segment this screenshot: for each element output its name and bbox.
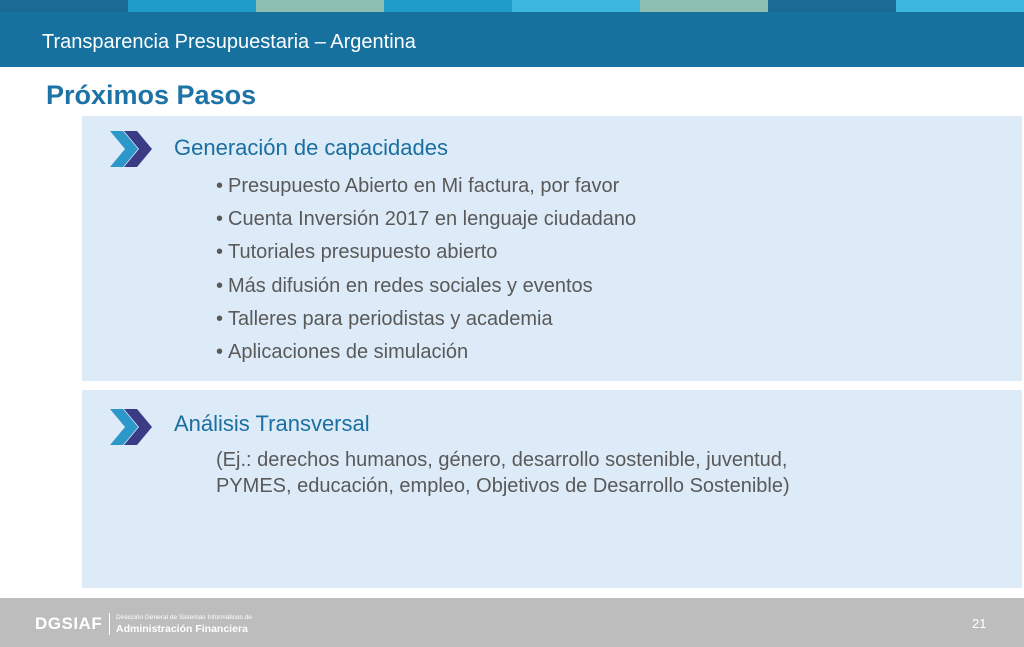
list-item (216, 236, 636, 269)
strip-segment (512, 0, 640, 12)
double-chevron-icon (110, 131, 152, 167)
page-title: Próximos Pasos (46, 80, 257, 110)
bullet-dot: • (216, 208, 224, 231)
list-item (216, 270, 636, 303)
list-item-text: Cuenta Inversión 2017 en lenguaje ciudadano (228, 208, 637, 231)
list-item-text: Presupuesto Abierto en Mi factura, por favor (228, 175, 620, 197)
bullet-dot: • (216, 274, 224, 297)
section-heading: Generación de capacidades (174, 135, 448, 160)
page-number: 21 (972, 616, 987, 631)
logo-subtitle: Dirección General de Sistemas Informáticos de (116, 614, 252, 621)
footer-bar (0, 598, 1024, 647)
bullet-dot: • (216, 340, 224, 363)
list-item-text: Tutoriales presupuesto abierto (228, 241, 498, 264)
list-item (216, 170, 636, 203)
list-item (216, 336, 636, 369)
list-item (216, 303, 636, 336)
top-color-strip (0, 0, 1024, 12)
logo-divider (109, 613, 110, 635)
list-item-text: Talleres para periodistas y academia (228, 307, 553, 330)
section-heading: Análisis Transversal (174, 411, 370, 436)
dgsiaf-logo: DGSIAF (35, 614, 103, 633)
section-description: (Ej.: derechos humanos, género, desarrollo sostenible, juventud, PYMES, educación, empleo, Objetivos de Desarrollo Sostenible) (216, 449, 790, 497)
bullet-list (216, 170, 636, 369)
section-panel-capacidades (82, 116, 1022, 381)
double-chevron-icon (110, 409, 152, 445)
list-item (216, 203, 636, 236)
bullet-dot: • (216, 307, 224, 330)
bullet-dot: • (216, 175, 224, 197)
list-item-text: Más difusión en redes sociales y eventos (228, 274, 593, 297)
strip-segment (128, 0, 256, 12)
header-title: Transparencia Presupuestaria – Argentina (42, 31, 416, 53)
strip-segment (0, 0, 128, 12)
strip-segment (768, 0, 896, 12)
bullet-dot: • (216, 241, 224, 264)
strip-segment (896, 0, 1024, 12)
strip-segment (384, 0, 512, 12)
logo-title: Administración Financiera (116, 623, 248, 635)
strip-segment (256, 0, 384, 12)
list-item-text: Aplicaciones de simulación (228, 340, 469, 363)
section-panel-analisis (82, 390, 1022, 588)
strip-segment (640, 0, 768, 12)
